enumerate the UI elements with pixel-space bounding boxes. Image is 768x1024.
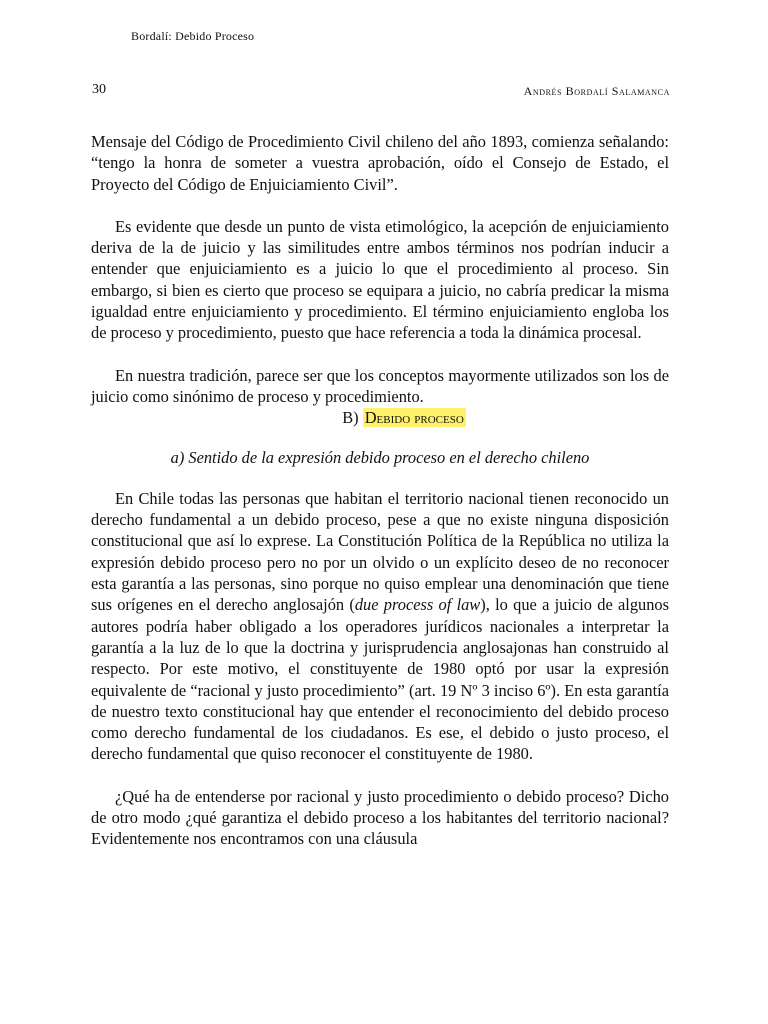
running-head: Bordalí: Debido Proceso [131,29,255,43]
paragraph-4-text-end: ), lo que a juicio de algunos autores podría haber obligado a los operadores jurídicos nacionales a interpretar la garantía a la luz de lo que la doctrina y jurisprudencia anglosajonas han construido al respecto. Por este motivo, el constituyente de 1980 optó por usar la expresión equivalente de “racional y justo procedimiento” (art. 19 Nº 3 inciso 6º). En esta garantía de nuestro texto constitucional hay que entender el reconocimiento del debido proceso como derecho fundamental de los ciudadanos. Es ese, el debido o justo proceso, el derecho fundamental que quiso reconocer el constituyente de 1980. [91,595,669,764]
paragraph-2: Es evidente que desde un punto de vista etimológico, la acepción de enjuiciamiento deriva de la de juicio y las similitudes entre ambos términos nos podrían inducir a entender que enjuiciamiento es a juicio lo que el procedimiento al proceso. Sin embargo, si bien es cierto que proceso se equipara a juicio, no cabría predicar la misma igualdad entre enjuiciamiento y procedimiento. El término enjuiciamiento engloba los de proceso y procedimiento, puesto que hace referencia a toda la dinámica procesal. [91,216,669,343]
section-label: B) [342,408,359,428]
author-name: Andrés Bordalí Salamanca [523,84,670,98]
paragraph-4-text-start: En Chile todas las personas que habitan el territorio nacional tienen reconocido un derecho fundamental a un debido proceso, pese a que no existe ninguna disposición constitucional que así lo exprese. La Constitución Política de la República no utiliza la expresión debido proceso pero no por un olvido o un explícito deseo de no reconocer esta garantía a las personas, sino porque no quiso emplear una denominación que tiene sus orígenes en el derecho anglosajón ( [91,488,669,615]
section-title-highlighted: Debido proceso [364,408,464,428]
paragraph-4-italic-term: due process of law [354,595,481,615]
paragraph-5: ¿Qué ha de entenderse por racional y justo procedimiento o debido proceso? Dicho de otro modo ¿qué garantiza el debido proceso a los habitantes del territorio nacional? Evidentemente nos encontramos con una cláusula [91,786,669,849]
paragraph-4 [91,488,669,765]
subsection-heading: a) Sentido de la expresión debido proceso en el derecho chileno [170,447,590,467]
page-number: 30 [92,82,106,97]
paragraph-1: Mensaje del Código de Procedimiento Civil chileno del año 1893, comienza señalando: “tengo la honra de someter a vuestra aprobación, oído el Consejo de Estado, el Proyecto del Código de Enjuiciamiento Civil”. [91,132,669,194]
page-body [91,131,669,850]
paragraph-3: En nuestra tradición, parece ser que los conceptos mayormente utilizados son los de juicio como sinónimo de proceso y procedimiento. [91,365,669,406]
section-heading [91,407,669,428]
